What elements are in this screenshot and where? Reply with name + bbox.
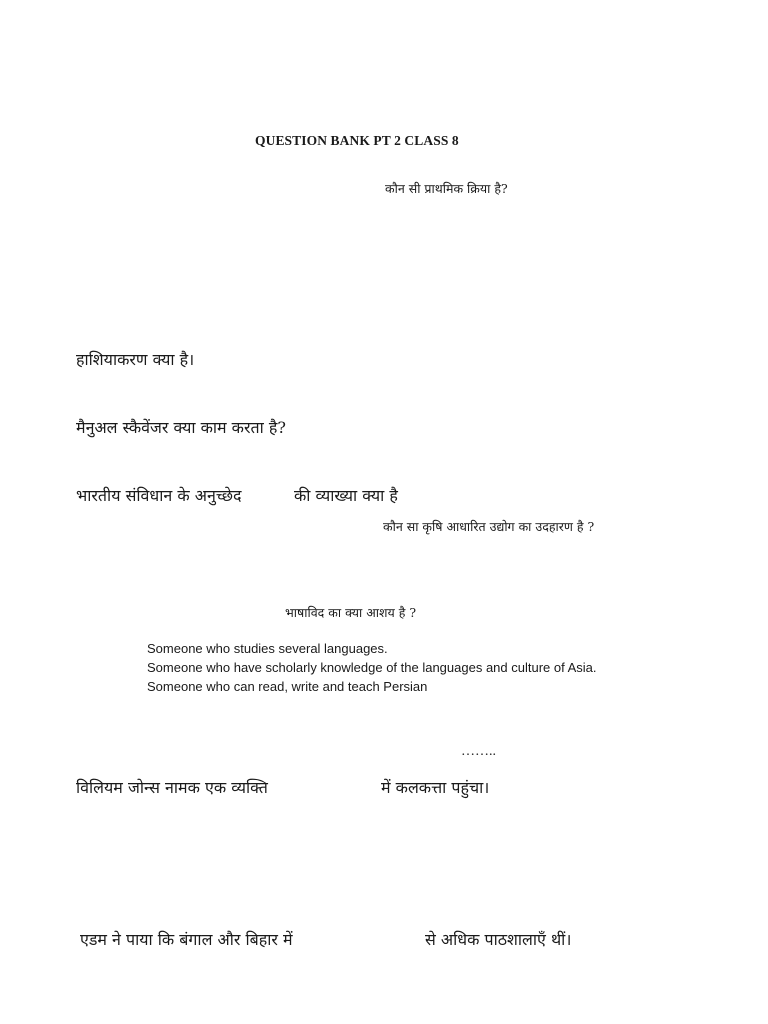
page-title: QUESTION BANK PT 2 CLASS 8 — [255, 133, 459, 148]
option-1: Someone who studies several languages. — [147, 641, 388, 656]
question-adam-report-part1: एडम ने पाया कि बंगाल और बिहार में — [80, 930, 293, 949]
question-marginalisation: हाशियाकरण क्या है। — [76, 350, 195, 369]
answer-options — [147, 639, 597, 696]
option-3: Someone who can read, write and teach Persian — [147, 679, 428, 694]
question-william-jones-part2: में कलकत्ता पहुंचा। — [381, 778, 490, 797]
question-constitution-article-part2: की व्याख्या क्या है — [294, 486, 398, 505]
question-constitution-article-part1: भारतीय संविधान के अनुच्छेद — [76, 486, 242, 505]
question-primary-activity: कौन सी प्राथमिक क्रिया है? — [385, 181, 508, 196]
fill-blank-dots: …….. — [461, 744, 496, 759]
question-manual-scavenger: मैनुअल स्कैवेंजर क्या काम करता है? — [76, 418, 286, 437]
question-agro-industry: कौन सा कृषि आधारित उद्योग का उदहारण है ? — [383, 519, 595, 534]
question-adam-report-part2: से अधिक पाठशालाएँ थीं। — [425, 930, 572, 949]
question-william-jones-part1: विलियम जोन्स नामक एक व्यक्ति — [76, 778, 268, 797]
option-2: Someone who have scholarly knowledge of the languages and culture of Asia. — [147, 660, 597, 675]
question-linguist: भाषाविद का क्या आशय है ? — [285, 605, 417, 620]
